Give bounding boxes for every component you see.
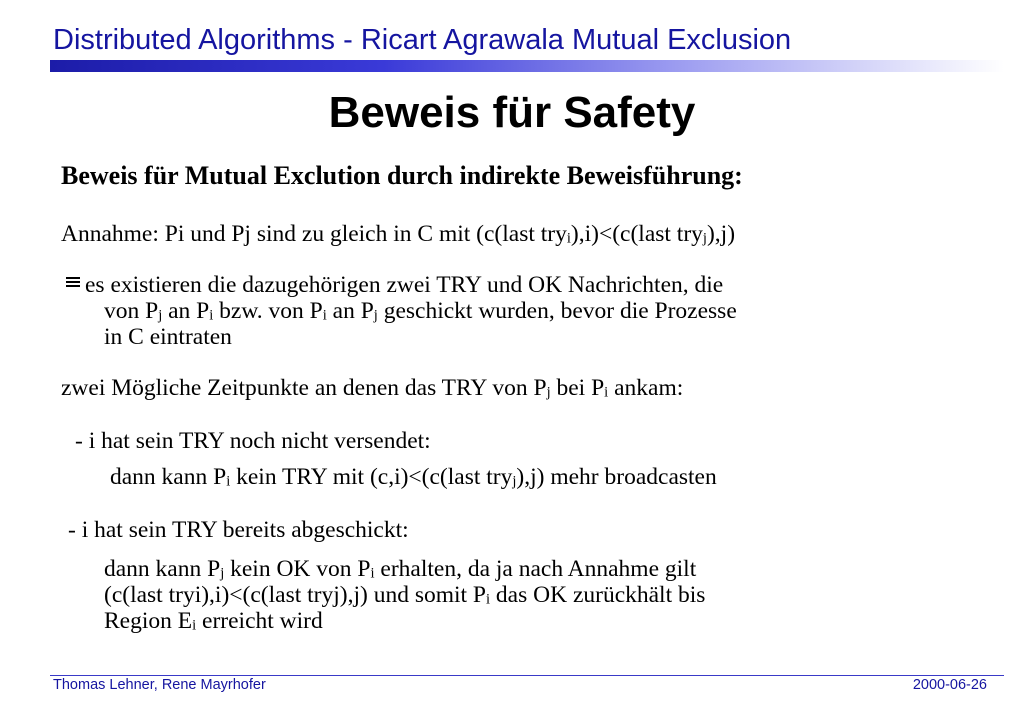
case-1-detail: dann kann $P_i$ kein TRY mit (c,i)<(c(last try$_j$),j) mehr broadcasten (110, 464, 717, 490)
moments-line: zwei Mögliche Zeitpunkte an denen das TRY von $P_j$ bei $P_i$ ankam: (61, 375, 684, 401)
assumption-line: Annahme: Pi und Pj sind zu gleich in C mit (c(last try$_i$),i)<(c(last try$_j$),j) (61, 221, 736, 247)
equiv-line-1: es existieren die dazugehörigen zwei TRY und OK Nachrichten, die (66, 272, 723, 298)
case-2-line-3: Region $E_i$ erreicht wird (104, 608, 323, 634)
footer-authors: Thomas Lehner, Rene Mayrhofer (53, 677, 266, 693)
slide-heading: Beweis für Safety (328, 88, 696, 137)
equiv-line-3: in C eintraten (104, 324, 232, 350)
case-2-line-2: (c(last tryi),i)<(c(last tryj),j) und somit $P_i$ das OK zurückhält bis (104, 582, 706, 608)
equivalence-icon (66, 277, 80, 289)
footer-rule (50, 675, 1004, 676)
case-1-label: - i hat sein TRY noch nicht versendet: (75, 428, 431, 454)
header-title: Distributed Algorithms - Ricart Agrawala Mutual Exclusion (53, 24, 792, 56)
case-2-label: - i hat sein TRY bereits abgeschickt: (68, 517, 409, 543)
footer-date: 2000-06-26 (912, 677, 987, 693)
case-2-line-1: dann kann $P_j$ kein OK von $P_i$ erhalten, da ja nach Annahme gilt (104, 556, 697, 582)
header-rule (50, 60, 1004, 72)
proof-subheading: Beweis für Mutual Exclution durch indirekte Beweisführung: (61, 161, 743, 190)
equiv-line-2: von $P_j$ an $P_i$ bzw. von $P_i$ an $P_j$ geschickt wurden, bevor die Prozesse (104, 298, 737, 324)
